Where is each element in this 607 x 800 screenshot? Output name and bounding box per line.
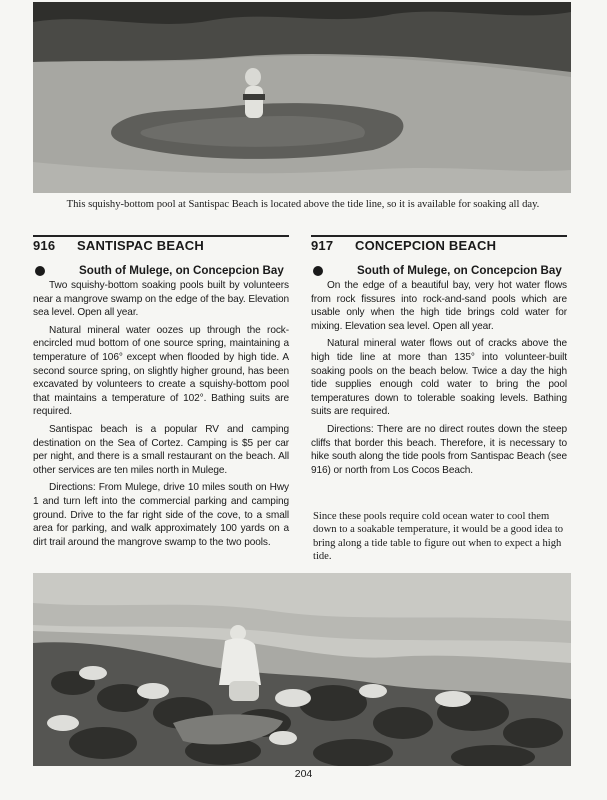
concepcion-pool-image xyxy=(33,573,571,766)
paragraph: On the edge of a beautiful bay, very hot water flows from rock fissures into rock-and-sand pools which are usable only when the high tide brings cold water for mixing. Elevation sea level. Open all year. xyxy=(311,280,567,332)
bullet-icon xyxy=(35,266,45,276)
entry-body xyxy=(311,279,567,477)
entry-number: 917 xyxy=(311,238,334,253)
entry-location: South of Mulege, on Concepcion Bay xyxy=(357,264,562,277)
entry-body xyxy=(33,279,289,549)
entry-title: CONCEPCION BEACH xyxy=(355,238,497,253)
paragraph: Directions: From Mulege, drive 10 miles south on Hwy 1 and turn left into the commercial parking and camping ground. Drive to the far right side of the cove, to a small area for parking, and walk approximately 100 yards on a dirt trail around the mangrove swamp to the two pools. xyxy=(33,482,289,548)
paragraph: Two squishy-bottom soaking pools built by volunteers near a mangrove swamp on the edge of the bay. Elevation sea level. Open all year. xyxy=(33,280,289,319)
paragraph: Natural mineral water oozes up through the rock-encircled mud bottom of one source spring, maintaining a temperature of 106° except when flooded by high tide. A second source spring, on slightly higher ground, has been excavated by volunteers to create a squishy-bottom pool that maintains a temperature of 102°. Bathing suits are required. xyxy=(33,324,289,418)
bullet-icon xyxy=(313,266,323,276)
entry-location: South of Mulege, on Concepcion Bay xyxy=(79,264,284,277)
paragraph: Directions: There are no direct routes down the steep cliffs that border this beach. Therefore, it is necessary to hike south along the tide pools from Santispac Beach (see 916) or north from Los Cocos Beach. xyxy=(311,423,567,476)
photo-concepcion-pool xyxy=(33,573,571,766)
entry-heading xyxy=(311,235,567,256)
paragraph: Santispac beach is a popular RV and camping destination on the Sea of Cortez. Camping is $5 per car per night, and there is a small restaurant on the beach. All other services are ten miles north in Mulege. xyxy=(33,423,289,476)
entry-title: SANTISPAC BEACH xyxy=(77,238,204,253)
entry-number: 916 xyxy=(33,238,56,253)
santispac-pool-image xyxy=(33,2,571,193)
entry-916 xyxy=(33,235,289,549)
paragraph: Natural mineral water flows out of cracks above the high tide line at more than 135° into volunteer-built soaking pools on the beach below. Twice a day the high tide supplies enough cold water to bring the pool temperatures down to tolerable soaking levels. Bathing suits are required. xyxy=(311,338,567,418)
entry-heading xyxy=(33,235,289,256)
entry-subheading xyxy=(33,264,289,279)
tide-note: Since these pools require cold ocean water to cool them down to a soakable temperature, it would be a good idea to bring along a tide table to figure out when to expect a high tide. xyxy=(313,511,564,562)
entry-917 xyxy=(311,235,567,477)
entry-subheading xyxy=(311,264,567,279)
page-number: 204 xyxy=(294,768,313,780)
photo-santispac-pool xyxy=(33,2,571,193)
photo-caption: This squishy-bottom pool at Santispac Beach is located above the tide line, so it is available for soaking all day. xyxy=(66,199,540,210)
